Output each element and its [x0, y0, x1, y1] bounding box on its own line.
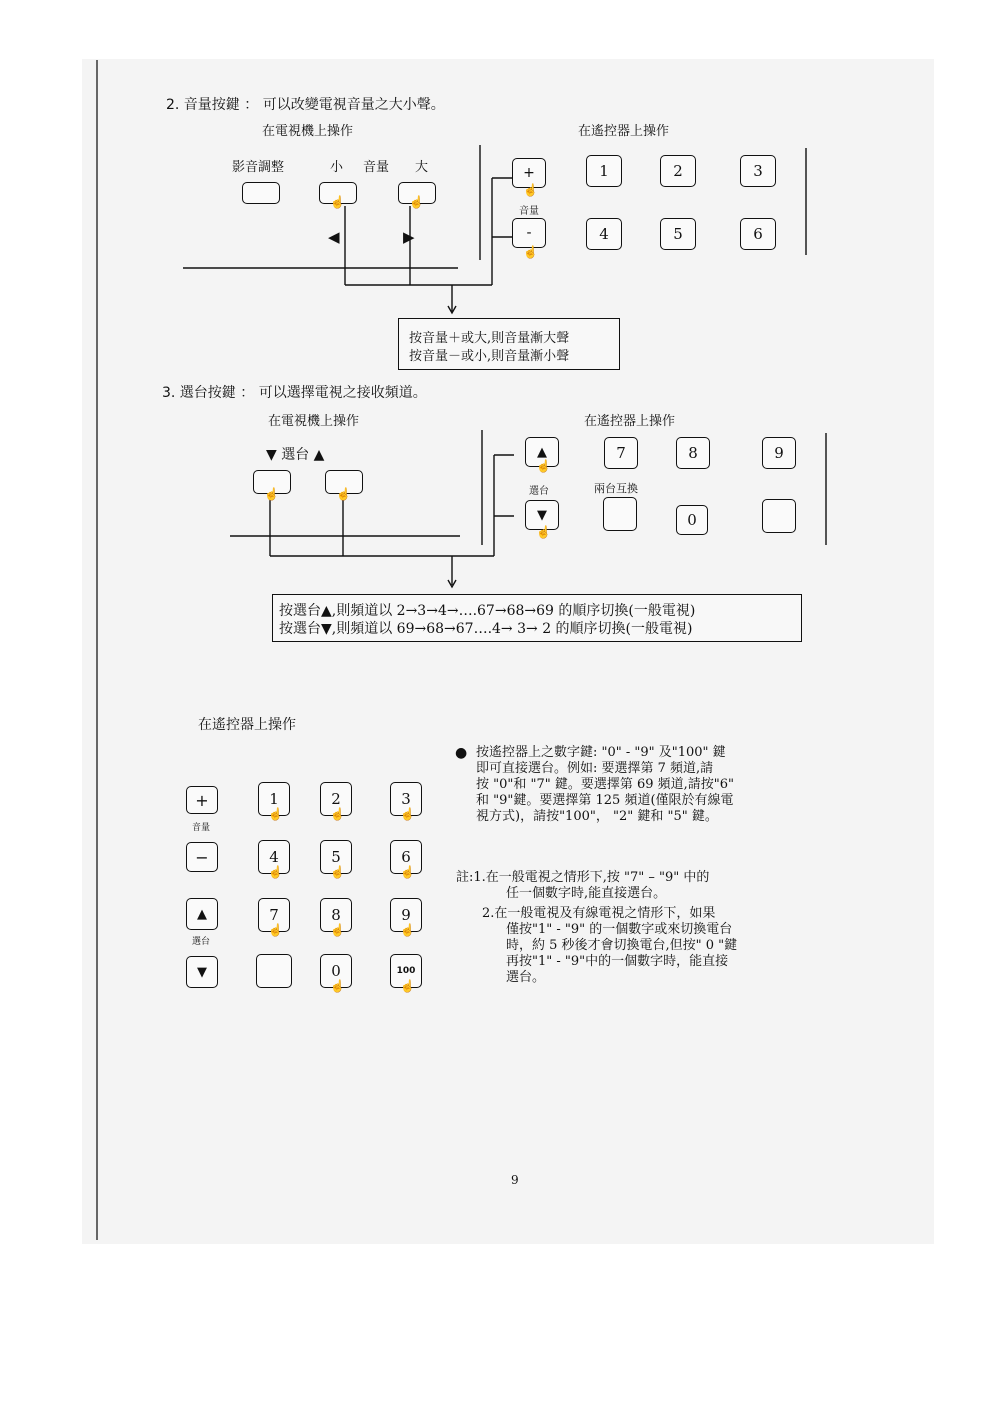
remote2-key-0[interactable]: 0 — [320, 954, 352, 988]
remote-ch-down-button[interactable]: ▼ — [525, 500, 559, 530]
swap-channel-label: 兩台互換 — [594, 482, 638, 495]
remote-vol-plus-button[interactable]: + — [512, 158, 546, 188]
hand-pointer-icon: ☝ — [400, 979, 415, 993]
section2-tv-label: 在電視機上操作 — [262, 124, 354, 139]
vol-small-label: 小 — [330, 160, 344, 175]
remote-section-label: 在遙控器上操作 — [198, 717, 296, 733]
note-line: 僅按"1" - "9" 的一個數字或來切換電台 — [506, 922, 733, 937]
channel-note-line2: 按選台▼,則頻道以 69→68→67….4→ 3→ 2 的順序切換(一般電視) — [279, 621, 693, 637]
volume-note-box — [398, 318, 620, 370]
remote2-ch-up-button[interactable]: ▲ — [186, 898, 218, 930]
channel-note-line1: 按選台▲,則頻道以 2→3→4→….67→68→69 的順序切換(一般電視) — [279, 603, 696, 619]
note-line: 任一個數字時,能直接選台。 — [506, 886, 667, 901]
remote-swap-button[interactable] — [603, 497, 637, 531]
remote2-key-100[interactable]: 100 — [390, 954, 422, 988]
remote2-blank-button[interactable] — [256, 954, 292, 988]
hand-pointer-icon: ☝ — [330, 865, 345, 879]
remote-key-0[interactable]: 0 — [676, 505, 708, 535]
page-number: 9 — [511, 1173, 519, 1187]
hand-pointer-icon: ☝ — [268, 923, 283, 937]
remote2-key-5[interactable]: 5 — [320, 840, 352, 874]
remote2-key-3[interactable]: 3 — [390, 782, 422, 816]
remote-key-6[interactable]: 6 — [740, 218, 776, 250]
arrow-left-icon: ◀ — [328, 228, 340, 246]
hand-pointer-icon: ☝ — [536, 525, 551, 539]
hand-pointer-icon: ☝ — [523, 245, 538, 259]
bullet-icon: ● — [455, 745, 468, 761]
remote2-key-4[interactable]: 4 — [258, 840, 290, 874]
remote2-key-1[interactable]: 1 — [258, 782, 290, 816]
note-line: 註:1.在一般電視之情形下,按 "7" – "9" 中的 — [456, 870, 710, 885]
remote2-ch-down-button[interactable]: ▼ — [186, 956, 218, 988]
remote-key-3[interactable]: 3 — [740, 155, 776, 187]
hand-pointer-icon: ☝ — [268, 807, 283, 821]
hand-pointer-icon: ☝ — [523, 183, 538, 197]
arrow-right-icon: ▶ — [403, 228, 415, 246]
remote2-key-8[interactable]: 8 — [320, 898, 352, 932]
channel-label: ▼ 選台 ▲ — [266, 447, 325, 463]
bullet-line: 按遙控器上之數字鍵: "0" - "9" 及"100" 鍵 — [476, 745, 726, 760]
hand-pointer-icon: ☝ — [330, 923, 345, 937]
remote2-ch-label: 選台 — [192, 937, 211, 947]
av-adjust-label: 影音調整 — [232, 160, 285, 175]
section3-heading: 3. 選台按鍵 ： 可以選擇電視之接收頻道。 — [162, 385, 427, 401]
hand-pointer-icon: ☝ — [330, 807, 345, 821]
remote-blank-button[interactable] — [762, 499, 796, 533]
remote2-vol-plus-button[interactable]: + — [186, 786, 218, 814]
bullet-text — [476, 745, 734, 825]
remote-key-2[interactable]: 2 — [660, 155, 696, 187]
section3-remote-label: 在遙控器上操作 — [584, 414, 676, 429]
hand-pointer-icon: ☝ — [268, 865, 283, 879]
remote2-key-6[interactable]: 6 — [390, 840, 422, 874]
av-adjust-button[interactable] — [242, 182, 280, 204]
note-line: 再按"1" - "9"中的一個數字時，能直接 — [506, 954, 729, 969]
section2-heading: 2. 音量按鍵 ： 可以改變電視音量之大小聲。 — [166, 97, 445, 113]
hand-pointer-icon: ☝ — [400, 865, 415, 879]
volume-note-line1: 按音量＋或大,則音量漸大聲 — [409, 331, 570, 346]
remote-key-8[interactable]: 8 — [676, 437, 710, 469]
section3-tv-label: 在電視機上操作 — [268, 414, 360, 429]
channel-note-box — [272, 594, 802, 642]
remote-key-9[interactable]: 9 — [762, 437, 796, 469]
remote-key-4[interactable]: 4 — [586, 218, 622, 250]
remote-ch-label: 選台 — [529, 486, 549, 497]
volume-note-line2: 按音量－或小,則音量漸小聲 — [409, 349, 570, 364]
bullet-line: 即可直接選台。例如: 要選擇第 7 頻道,請 — [476, 761, 714, 776]
remote-key-7[interactable]: 7 — [604, 437, 638, 469]
remote2-key-7[interactable]: 7 — [258, 898, 290, 932]
bullet-line: 按 "0"和 "7" 鍵。要選擇第 69 頻道,請按"6" — [476, 777, 735, 792]
note-line: 2.在一般電視及有線電視之情形下，如果 — [482, 906, 716, 921]
remote2-vol-label: 音量 — [192, 823, 211, 833]
hand-pointer-icon: ☝ — [400, 923, 415, 937]
note-line: 選台。 — [506, 970, 546, 985]
remote-key-1[interactable]: 1 — [586, 155, 622, 187]
note-line: 時，約 5 秒後才會切換電台,但按" 0 "鍵 — [506, 938, 738, 953]
bullet-line: 和 "9"鍵。要選擇第 125 頻道(僅限於有線電 — [476, 793, 734, 808]
hand-pointer-icon: ☝ — [400, 807, 415, 821]
hand-pointer-icon: ☝ — [336, 487, 351, 501]
remote-vol-label: 音量 — [519, 206, 539, 217]
hand-pointer-icon: ☝ — [330, 195, 345, 209]
remote-key-5[interactable]: 5 — [660, 218, 696, 250]
remote2-key-9[interactable]: 9 — [390, 898, 422, 932]
hand-pointer-icon: ☝ — [409, 195, 424, 209]
hand-pointer-icon: ☝ — [264, 487, 279, 501]
remote-ch-up-button[interactable]: ▲ — [525, 437, 559, 467]
section2-remote-label: 在遙控器上操作 — [578, 124, 670, 139]
vol-big-label: 大 — [415, 160, 429, 175]
remote2-vol-minus-button[interactable]: − — [186, 842, 218, 872]
hand-pointer-icon: ☝ — [536, 459, 551, 473]
bullet-line: 視方式)，請按"100"， "2" 鍵和 "5" 鍵。 — [476, 809, 718, 824]
remote2-key-2[interactable]: 2 — [320, 782, 352, 816]
vol-label: 音量 — [363, 160, 390, 175]
hand-pointer-icon: ☝ — [330, 979, 345, 993]
remote-vol-minus-button[interactable]: - — [512, 218, 546, 248]
